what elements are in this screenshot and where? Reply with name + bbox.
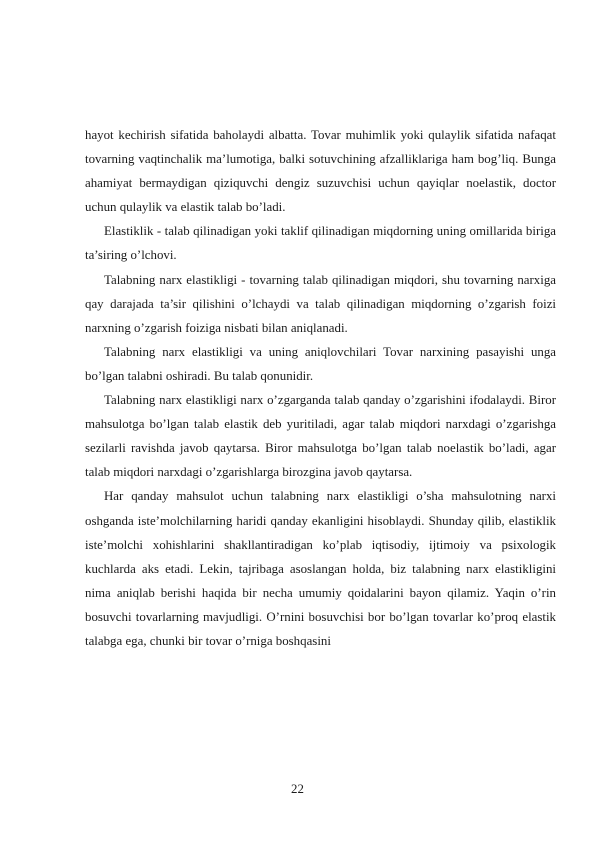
body-text	[85, 123, 556, 653]
paragraph-consumer-behavior: Har qanday mahsulot uchun talabning narx elastikligi o’sha mahsulotning narxi oshganda iste’molchilarning haridi qanday ekanligini hisoblaydi. Shunday qilib, elastiklik iste’molchi xohishlarini shakllantiradigan ko’plab iqtisodiy, ijtimoiy va psixologik kuchlarda aks etadi. Lekin, tajribaga asoslangan holda, biz talabning narx elastikligini nima aniqlab berishi haqida bir necha umumiy qoidalarini bayon qilamiz. Yaqin o’rin bosuvchi tovarlarning mavjudligi. O’rnini bosuvchisi bor bo’lgan tovarlar ko’proq elastik talabga ega, chunki bir tovar o’rniga boshqasini	[85, 489, 556, 648]
paragraph-continuation: hayot kechirish sifatida baholaydi albatta. Tovar muhimlik yoki qulaylik sifatida nafaqat tovarning vaqtinchalik ma’lumotiga, balki sotuvchining afzalliklariga ham bog’liq. Bunga ahamiyat bermaydigan qiziquvchi dengiz suzuvchisi uchun qayiqlar noelastik, doctor uchun qulaylik va elastik talab bo’ladi.	[85, 128, 556, 215]
page-number: 22	[291, 782, 304, 796]
paragraph-determinants-intro: Talabning narx elastikligi va uning aniqlovchilari Tovar narxining pasayishi unga bo’lgan talabni oshiradi. Bu talab qonunidir.	[85, 344, 556, 383]
paragraph-elastic-inelastic: Talabning narx elastikligi narx o’zgarganda talab qanday o’zgarishini ifodalaydi. Biror mahsulotga bo’lgan talab elastik deb yuritiladi, agar talab miqdori narxdagi o’zgarishga sezilarli ravishda javob qaytarsa. Biror mahsulotga bo’lgan talab noelastik bo’ladi, agar talab miqdori narxdagi o’zgarishlarga birozgina javob qaytarsa.	[85, 393, 556, 480]
paragraph-price-elasticity-definition: Talabning narx elastikligi - tovarning talab qilinadigan miqdori, shu tovarning narxiga qay darajada ta’sir qilishini o’lchaydi va talab qilinadigan miqdorning o’zgarish foizi narxning o’zgarish foiziga nisbati bilan aniqlanadi.	[85, 272, 556, 335]
paragraph-elasticity-definition: Elastiklik - talab qilinadigan yoki taklif qilinadigan miqdorning uning omillarida biriga ta’siring o’lchovi.	[85, 224, 556, 263]
